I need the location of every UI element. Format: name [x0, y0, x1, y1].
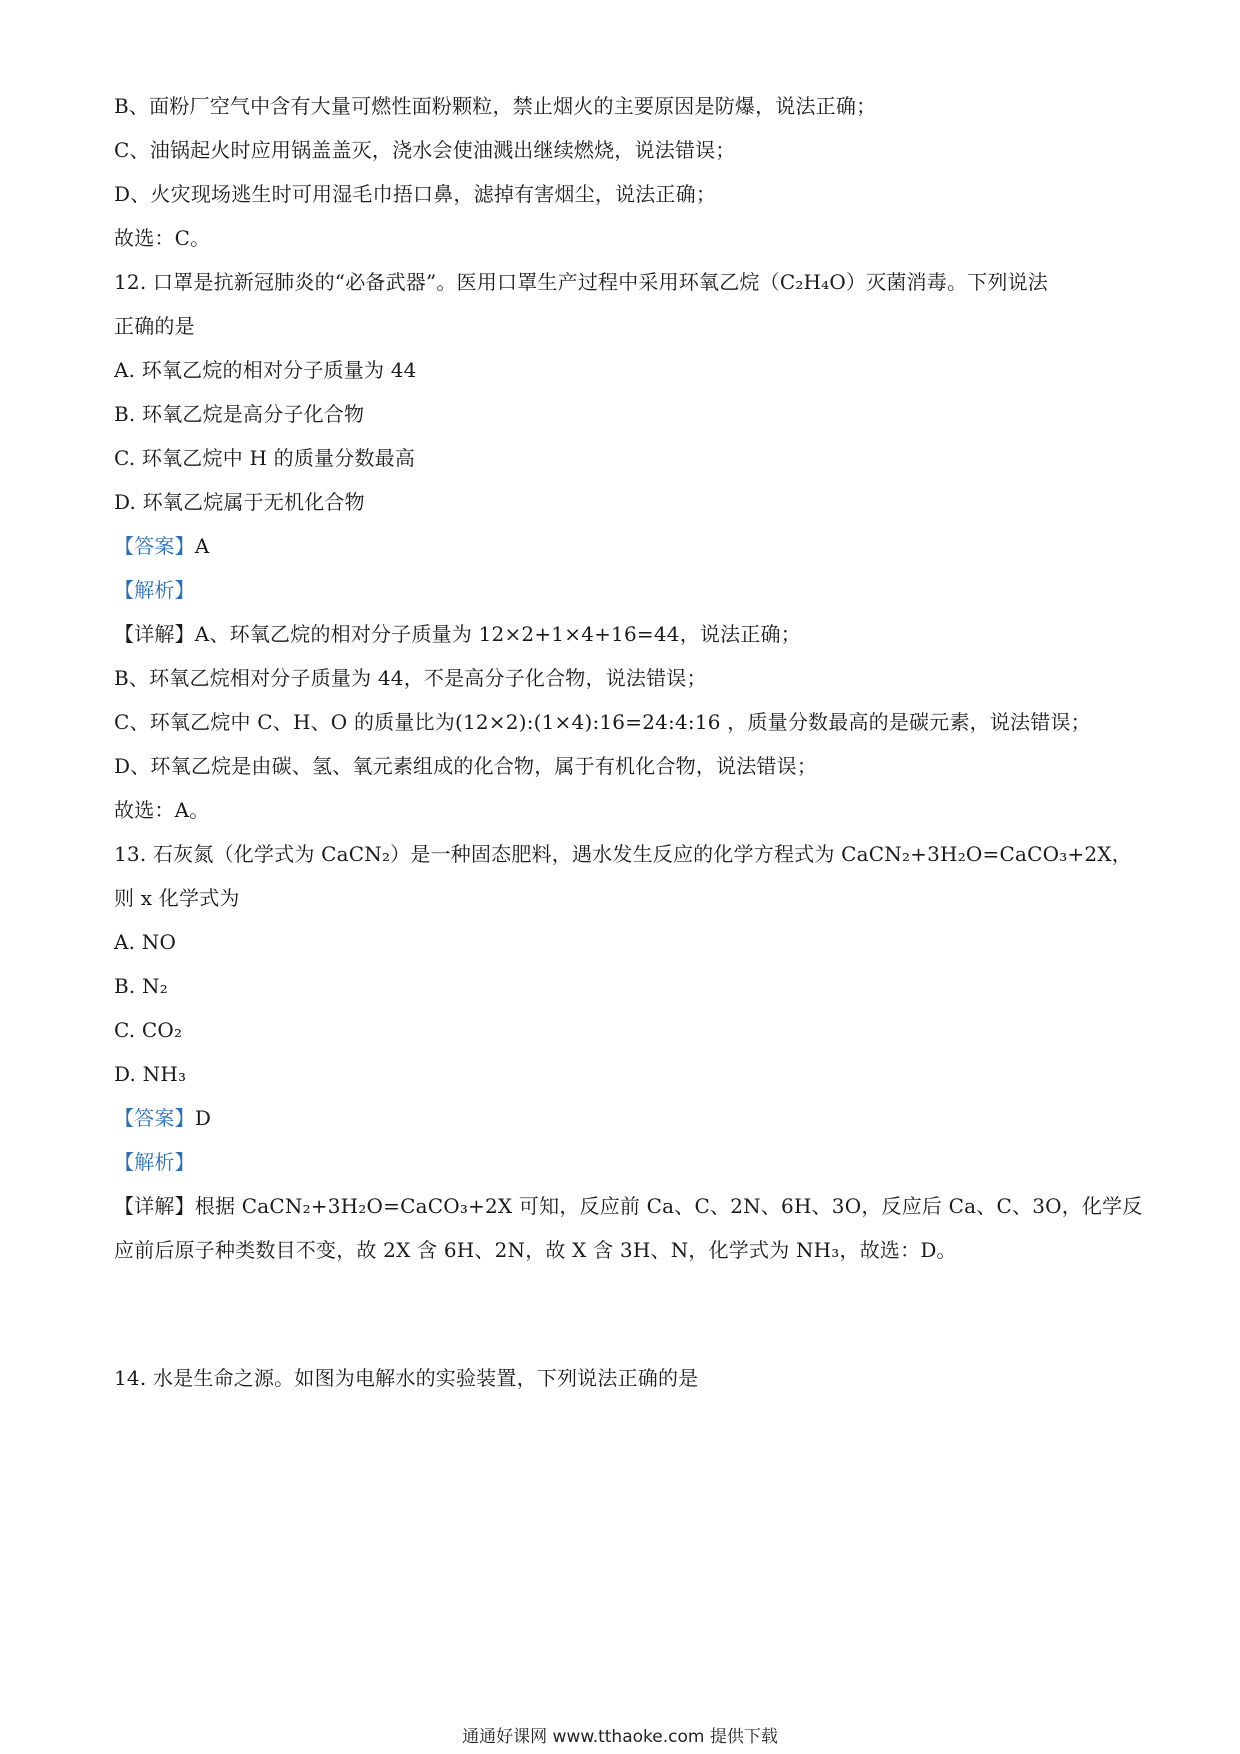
option-b: B. N₂ [114, 974, 168, 998]
answer-value: A [194, 534, 210, 558]
option-a: A. 环氧乙烷的相对分子质量为 44 [114, 358, 417, 382]
analysis-row [114, 576, 195, 604]
question-12-stem: 12. 口罩是抗新冠肺炎的“必备武器”。医用口罩生产过程中采用环氧乙烷（C₂H₄O）灭菌消毒。下列说法 [114, 270, 1048, 294]
option-c: C. CO₂ [114, 1018, 183, 1042]
text-line: C、油锅起火时应用锅盖盖灭，浇水会使油溅出继续燃烧，说法错误； [114, 138, 736, 162]
question-12-stem-cont: 正确的是 [114, 314, 195, 338]
text-line: D、火灾现场逃生时可用湿毛巾捂口鼻，滤掉有害烟尘，说法正确； [114, 182, 717, 206]
footer-watermark: 通通好课网 www.tthaoke.com 提供下载 [462, 1727, 778, 1747]
analysis-label: 【解析】 [114, 1150, 195, 1174]
option-a: A. NO [114, 930, 177, 954]
answer-row [114, 532, 209, 560]
question-13-stem: 13. 石灰氮（化学式为 CaCN₂）是一种固态肥料，遇水发生反应的化学方程式为 CaCN₂+3H₂O=CaCO₃+2X， [114, 842, 1132, 866]
detail-line: 应前后原子种类数目不变，故 2X 含 6H、2N，故 X 含 3H、N，化学式为 NH₃，故选：D。 [114, 1238, 957, 1262]
option-c: C. 环氧乙烷中 H 的质量分数最高 [114, 446, 416, 470]
answer-value: D [194, 1106, 212, 1130]
option-d: D. NH₃ [114, 1062, 187, 1086]
detail-line: 【详解】根据 CaCN₂+3H₂O=CaCO₃+2X 可知，反应前 Ca、C、2N、6H、3O，反应后 Ca、C、3O，化学反 [114, 1194, 1143, 1218]
text-line: 故选：C。 [114, 226, 211, 250]
detail-line: D、环氧乙烷是由碳、氢、氧元素组成的化合物，属于有机化合物，说法错误； [114, 754, 818, 778]
detail-line: C、环氧乙烷中 C、H、O 的质量比为(12×2):(1×4):16=24:4:16 ，质量分数最高的是碳元素，说法错误； [114, 710, 1091, 734]
detail-line: B、环氧乙烷相对分子质量为 44，不是高分子化合物，说法错误； [114, 666, 707, 690]
option-b: B. 环氧乙烷是高分子化合物 [114, 402, 365, 426]
text-line: B、面粉厂空气中含有大量可燃性面粉颗粒，禁止烟火的主要原因是防爆，说法正确； [114, 94, 877, 118]
option-d: D. 环氧乙烷属于无机化合物 [114, 490, 365, 514]
detail-line: 【详解】A、环氧乙烷的相对分子质量为 12×2+1×4+16=44，说法正确； [114, 622, 801, 646]
answer-row [114, 1104, 211, 1132]
answer-label: 【答案】 [114, 534, 195, 558]
question-14-stem: 14. 水是生命之源。如图为电解水的实验装置，下列说法正确的是 [114, 1366, 699, 1390]
question-13-stem-cont: 则 x 化学式为 [114, 886, 240, 910]
detail-line: 故选：A。 [114, 798, 210, 822]
answer-label: 【答案】 [114, 1106, 195, 1130]
analysis-label: 【解析】 [114, 578, 195, 602]
analysis-row [114, 1148, 195, 1176]
